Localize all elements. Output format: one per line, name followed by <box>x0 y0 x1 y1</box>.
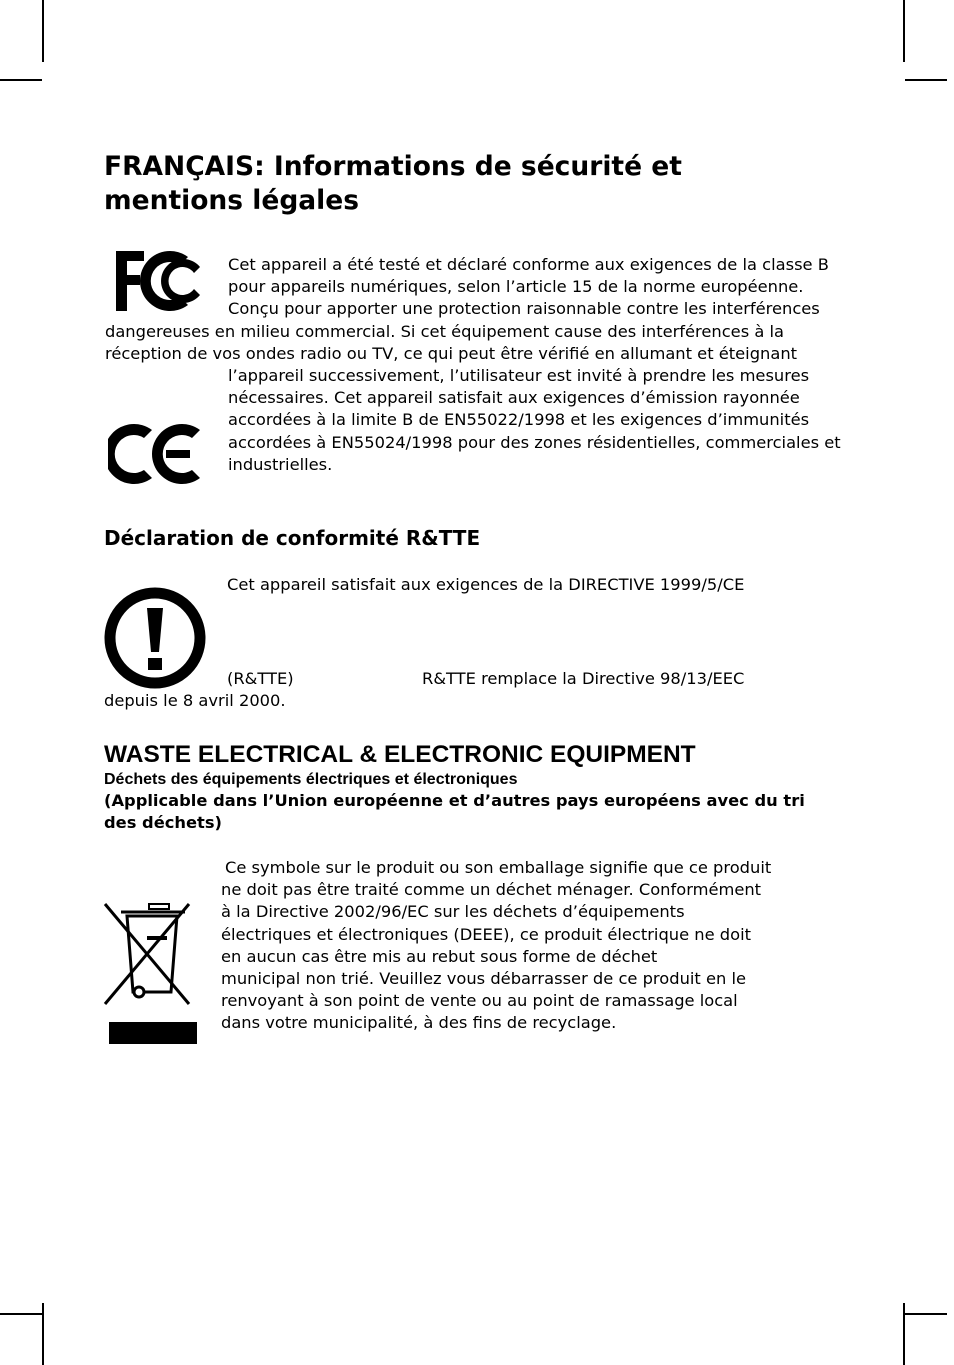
crop-mark <box>42 1303 44 1365</box>
rtte-text-line3: depuis le 8 avril 2000. <box>104 691 286 710</box>
weee-line: Ce symbole sur le produit ou son emballage signifie que ce produit <box>225 858 772 877</box>
rtte-text-line1: Cet appareil satisfait aux exigences de la DIRECTIVE 1999/5/CE <box>227 575 745 594</box>
fcc-compliance-text: Cet appareil a été testé et déclaré conforme aux exigences de la classe B pour appareils numériques, selon l’article 15 de la norme européenne. Conçu pour apporter une protection raisonnable contre les interférences dangereuses en milieu commercial. Si cet équipement cause des interférences à la réception de vos ondes radio ou TV, ce qui peut être vérifié en allumant et éteignant l’appareil successivement, l’utilisateur est invité à prendre les mesures nécessaires. Cet appareil satisfait aux exigences d’émission rayonnée accordées à la limite B de EN55022/1998 et les exigences d’immunités accordées à EN55024/1998 pour des zones résidentielles, commerciales et industrielles. <box>105 255 841 474</box>
weee-applicable-note: (Applicable dans l’Union européenne et d’autres pays européens avec du tri des déchets) <box>104 791 805 833</box>
exclamation-circle-icon <box>103 586 207 690</box>
weee-line: municipal non trié. Veuillez vous débarrasser de ce produit en le <box>221 969 747 989</box>
weee-line: à la Directive 2002/96/EC sur les déchets d’équipements <box>221 902 685 922</box>
weee-line: électriques et électroniques (DEEE), ce produit électrique ne doit <box>221 924 752 944</box>
crop-mark <box>905 79 947 81</box>
crop-mark <box>0 1313 42 1315</box>
crop-mark <box>42 0 44 62</box>
page-title: FRANÇAIS: Informations de sécurité et mentions légales <box>104 151 682 216</box>
crossed-out-bin-icon <box>103 900 199 1046</box>
weee-line: ne doit pas être traité comme un déchet ménager. Conformément <box>221 880 762 900</box>
weee-subtitle: Déchets des équipements électriques et électroniques <box>104 771 518 788</box>
rtte-heading: Déclaration de conformité R&TTE <box>104 526 481 550</box>
fcc-compliance-paragraph <box>104 254 844 476</box>
rtte-text-line2a: (R&TTE) <box>227 669 294 688</box>
weee-title: WASTE ELECTRICAL & ELECTRONIC EQUIPMENT <box>104 741 696 768</box>
rtte-text-line2b: R&TTE remplace la Directive 98/13/EEC <box>422 669 745 688</box>
weee-line: dans votre municipalité, à des fins de recyclage. <box>221 1013 617 1033</box>
crop-mark <box>903 0 905 62</box>
crop-mark <box>905 1313 947 1315</box>
weee-line: en aucun cas être mis au rebut sous forme de déchet <box>221 946 658 966</box>
weee-line: renvoyant à son point de vente ou au point de ramassage local <box>221 991 738 1011</box>
weee-paragraph <box>221 857 846 1035</box>
crop-mark <box>0 79 42 81</box>
